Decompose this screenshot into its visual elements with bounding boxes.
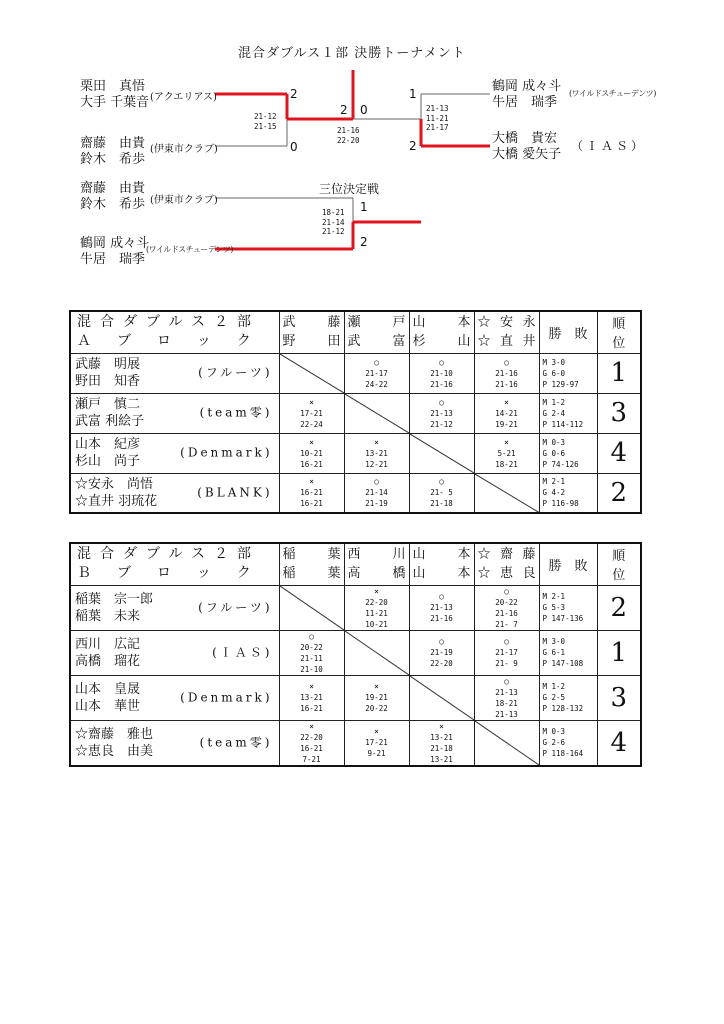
game-score: 10-21 xyxy=(300,448,323,458)
sf1-player-bottom: 齋藤 由貴 鈴木 希歩 xyxy=(80,136,146,167)
game-score: 21-16 xyxy=(495,608,518,618)
rank-cell: 4 xyxy=(597,720,641,766)
game-score: 22-20 xyxy=(430,659,453,668)
game-score: 5-21 xyxy=(497,448,516,458)
sf2-bottom-games: 2 xyxy=(409,139,417,153)
match-result-cell xyxy=(344,720,409,766)
rank-cell: 2 xyxy=(597,473,641,513)
result-header: 勝 敗 xyxy=(539,543,597,585)
match-result-cell xyxy=(474,353,539,393)
result-header: 勝 敗 xyxy=(539,311,597,353)
self-match-cell xyxy=(279,585,344,630)
game-score: 13-21 xyxy=(430,754,453,764)
self-match-cell xyxy=(344,630,409,675)
club-name: (フルーツ) xyxy=(198,365,273,380)
match-mark: × xyxy=(374,586,379,596)
column-header-pair: 武 藤 野 田 xyxy=(279,311,344,353)
game-score: 22-20 xyxy=(300,732,323,742)
game-score: 16-21 xyxy=(300,499,323,509)
match-result-cell xyxy=(474,393,539,433)
match-mark: × xyxy=(504,397,509,407)
match-mark: × xyxy=(439,721,444,731)
record-cell: M 0-3 G 0-6 P 74-126 xyxy=(539,433,597,473)
game-score: 21-17 xyxy=(365,368,388,378)
sf2-player-top: 鶴岡 成々斗 牛居 瑞季 xyxy=(492,79,562,110)
match-result-cell xyxy=(409,630,474,675)
match-result-cell xyxy=(409,720,474,766)
table-row xyxy=(70,585,641,630)
game-score: 21-16 xyxy=(430,614,453,623)
sf1-bottom-games: 0 xyxy=(290,140,298,154)
match-result-cell xyxy=(474,630,539,675)
game-score: 16-21 xyxy=(300,459,323,469)
column-header-pair: 瀬 戸 武 富 xyxy=(344,311,409,353)
game-score: 16-21 xyxy=(300,743,323,753)
record-cell: M 0-3 G 2-6 P 118-164 xyxy=(539,720,597,766)
column-header-pair: 山 本 杉 山 xyxy=(409,311,474,353)
game-score: 21-13 xyxy=(495,709,518,719)
match-mark: ○ xyxy=(504,357,509,367)
match-result-cell xyxy=(344,585,409,630)
column-header-pair: ☆齋藤 ☆恵良 xyxy=(474,543,539,585)
game-score: 21- 7 xyxy=(495,619,518,629)
game-score: 21-10 xyxy=(430,368,453,378)
game-score: 21-10 xyxy=(300,664,323,674)
column-header-pair: 西 川 高 橋 xyxy=(344,543,409,585)
third-top-games: 1 xyxy=(360,200,368,214)
record-cell: M 1-2 G 2-5 P 128-132 xyxy=(539,675,597,720)
table-row xyxy=(70,720,641,766)
final-left-games: 2 xyxy=(340,103,348,117)
game-score: 14-21 xyxy=(495,408,518,418)
match-mark: ○ xyxy=(309,631,314,641)
third-club-top: (伊東市クラブ) xyxy=(150,195,218,206)
match-result-cell xyxy=(409,473,474,513)
player-pair: ☆安永 尚悟 ☆直井 羽琉花 (BLANK) xyxy=(70,473,279,513)
match-result-cell xyxy=(279,433,344,473)
club-name: (Denmark) xyxy=(180,445,273,460)
player-pair: 山本 皇晟 山本 華世 (Denmark) xyxy=(70,675,279,720)
game-score: 21-19 xyxy=(430,648,453,657)
game-score: 24-22 xyxy=(365,379,388,389)
game-score: 20-22 xyxy=(300,642,323,652)
diagonal-line xyxy=(410,434,474,473)
match-result-cell xyxy=(474,585,539,630)
game-score: 20-22 xyxy=(495,597,518,607)
third-place-label: 三位決定戦 xyxy=(319,182,380,196)
match-result-cell xyxy=(279,630,344,675)
block-title: 混合ダブルス２部 Ａブロック xyxy=(70,311,279,353)
club-name: (ＩＡＳ) xyxy=(212,645,273,659)
match-mark: × xyxy=(309,477,314,487)
game-score: 21- 5 xyxy=(430,488,453,498)
sf1-top-games: 2 xyxy=(290,87,298,101)
match-result-cell xyxy=(344,353,409,393)
record-cell: M 2-1 G 4-2 P 116-98 xyxy=(539,473,597,513)
third-bottom-games: 2 xyxy=(360,235,368,249)
block-a-table xyxy=(69,310,642,514)
sf2-club-bottom: （ＩＡＳ） xyxy=(571,139,647,153)
rank-cell: 3 xyxy=(597,393,641,433)
player-pair: 山本 紀彦 杉山 尚子 (Denmark) xyxy=(70,433,279,473)
match-mark: × xyxy=(504,437,509,447)
third-player-top: 齋藤 由貴 鈴木 希歩 xyxy=(80,181,146,212)
game-score: 16-21 xyxy=(300,488,323,498)
table-row xyxy=(70,393,641,433)
match-result-cell xyxy=(409,353,474,393)
table-row xyxy=(70,630,641,675)
match-mark: ○ xyxy=(374,477,379,487)
record-cell: M 2-1 G 5-3 P 147-136 xyxy=(539,585,597,630)
table-row xyxy=(70,353,641,393)
match-mark: ○ xyxy=(439,592,444,601)
player-pair: 西川 広記 高橋 瑠花 (ＩＡＳ) xyxy=(70,630,279,675)
player-pair: 武藤 明展 野田 知香 (フルーツ) xyxy=(70,353,279,393)
game-score: 17-21 xyxy=(365,738,388,747)
diagonal-line xyxy=(345,394,409,433)
rank-header: 順 位 xyxy=(597,543,641,585)
player-pair: 稲葉 宗一郎 稲葉 未来 (フルーツ) xyxy=(70,585,279,630)
game-score: 21- 9 xyxy=(495,659,518,668)
player-pair: 瀬戸 慎二 武富 利絵子 (team零) xyxy=(70,393,279,433)
rank-cell: 3 xyxy=(597,675,641,720)
game-score: 17-21 xyxy=(300,408,323,418)
match-mark: × xyxy=(309,721,314,731)
game-score: 21-13 xyxy=(495,687,518,697)
record-cell: M 1-2 G 2-4 P 114-112 xyxy=(539,393,597,433)
rank-header: 順 位 xyxy=(597,311,641,353)
game-score: 21-13 xyxy=(430,408,453,418)
table-row xyxy=(70,675,641,720)
match-mark: × xyxy=(309,682,314,691)
sf1-club-top: (アクエリアス) xyxy=(150,92,217,103)
game-score: 13-21 xyxy=(300,693,323,702)
column-header-pair: 稲 葉 稲 葉 xyxy=(279,543,344,585)
game-score: 21-18 xyxy=(430,499,453,509)
diagonal-line xyxy=(410,676,474,720)
block-b-table xyxy=(69,542,642,767)
rank-cell: 1 xyxy=(597,630,641,675)
header-row xyxy=(70,543,641,585)
diagonal-line xyxy=(280,586,344,630)
game-score: 21-18 xyxy=(430,743,453,753)
game-score: 19-21 xyxy=(495,419,518,429)
sf2-club-top: (ワイルドスチューデンツ) xyxy=(569,89,656,98)
match-result-cell xyxy=(409,585,474,630)
game-score: 21-11 xyxy=(300,653,323,663)
diagonal-line xyxy=(280,354,344,393)
game-score: 21-16 xyxy=(495,379,518,389)
match-mark: × xyxy=(374,682,379,691)
match-mark: × xyxy=(309,397,314,407)
match-mark: ○ xyxy=(504,676,509,686)
game-score: 18-21 xyxy=(495,459,518,469)
game-score: 20-22 xyxy=(365,704,388,713)
third-club-bottom: (ワイルドスチューデンツ) xyxy=(146,245,233,254)
player-pair: ☆齋藤 雅也 ☆恵良 由美 (team零) xyxy=(70,720,279,766)
game-score: 21-16 xyxy=(430,379,453,389)
rank-cell: 2 xyxy=(597,585,641,630)
match-result-cell xyxy=(474,675,539,720)
match-result-cell xyxy=(344,433,409,473)
sf2-scores: 21-13 11-21 21-17 xyxy=(426,104,449,132)
record-cell: M 3-0 G 6-1 P 147-108 xyxy=(539,630,597,675)
club-name: (BLANK) xyxy=(197,485,273,500)
match-mark: ○ xyxy=(374,357,379,367)
column-header-pair: ☆安永 ☆直井 xyxy=(474,311,539,353)
match-mark: ○ xyxy=(439,637,444,646)
match-result-cell xyxy=(474,433,539,473)
club-name: (team零) xyxy=(199,735,273,749)
match-result-cell xyxy=(409,393,474,433)
match-result-cell xyxy=(344,675,409,720)
table-row xyxy=(70,473,641,513)
game-score: 16-21 xyxy=(300,704,323,713)
self-match-cell xyxy=(474,720,539,766)
club-name: (team零) xyxy=(199,405,273,420)
third-player-bottom: 鶴岡 成々斗 牛居 瑞季 xyxy=(80,236,150,267)
game-score: 9-21 xyxy=(367,749,386,758)
self-match-cell xyxy=(279,353,344,393)
match-mark: × xyxy=(374,727,379,736)
match-mark: ○ xyxy=(504,586,509,596)
sf2-player-bottom: 大橋 貴宏 大橋 愛矢子 xyxy=(492,131,562,162)
game-score: 12-21 xyxy=(365,459,388,469)
diagonal-line xyxy=(475,721,539,765)
sf1-player-top: 栗田 真悟 大手 千葉音 xyxy=(80,79,150,110)
match-result-cell xyxy=(279,393,344,433)
sf1-scores: 21-12 21-15 xyxy=(254,112,277,131)
table-row xyxy=(70,433,641,473)
game-score: 7-21 xyxy=(302,754,321,764)
match-result-cell xyxy=(279,720,344,766)
final-right-games: 0 xyxy=(360,103,368,117)
match-result-cell xyxy=(279,473,344,513)
game-score: 10-21 xyxy=(365,619,388,629)
game-score: 21-16 xyxy=(495,368,518,378)
match-mark: ○ xyxy=(439,357,444,367)
self-match-cell xyxy=(409,433,474,473)
game-score: 13-21 xyxy=(365,448,388,458)
block-title: 混合ダブルス２部 Ｂブロック xyxy=(70,543,279,585)
self-match-cell xyxy=(344,393,409,433)
game-score: 18-21 xyxy=(495,698,518,708)
match-result-cell xyxy=(344,473,409,513)
club-name: (フルーツ) xyxy=(198,600,273,614)
tournament-title: 混合ダブルス１部 決勝トーナメント xyxy=(238,46,466,61)
game-score: 21-12 xyxy=(430,419,453,429)
sf1-club-bottom: (伊東市クラブ) xyxy=(150,144,218,155)
game-score: 21-19 xyxy=(365,499,388,509)
header-row xyxy=(70,311,641,353)
game-score: 13-21 xyxy=(430,732,453,742)
game-score: 21-13 xyxy=(430,603,453,612)
match-mark: ○ xyxy=(439,477,444,487)
game-score: 22-20 xyxy=(365,597,388,607)
game-score: 19-21 xyxy=(365,693,388,702)
final-scores: 21-16 22-20 xyxy=(337,126,360,145)
third-scores: 18-21 21-14 21-12 xyxy=(322,208,345,236)
self-match-cell xyxy=(474,473,539,513)
column-header-pair: 山 本 山 本 xyxy=(409,543,474,585)
record-cell: M 3-0 G 6-0 P 129-97 xyxy=(539,353,597,393)
match-mark: × xyxy=(374,437,379,447)
game-score: 22-24 xyxy=(300,419,323,429)
club-name: (Denmark) xyxy=(180,690,273,704)
rank-cell: 4 xyxy=(597,433,641,473)
match-mark: × xyxy=(309,437,314,447)
game-score: 21-14 xyxy=(365,488,388,498)
match-mark: ○ xyxy=(439,397,444,407)
match-mark: ○ xyxy=(504,637,509,646)
rank-cell: 1 xyxy=(597,353,641,393)
game-score: 21-17 xyxy=(495,648,518,657)
sf2-top-games: 1 xyxy=(409,87,417,101)
game-score: 11-21 xyxy=(365,608,388,618)
self-match-cell xyxy=(409,675,474,720)
match-result-cell xyxy=(279,675,344,720)
diagonal-line xyxy=(475,474,539,513)
diagonal-line xyxy=(345,631,409,675)
